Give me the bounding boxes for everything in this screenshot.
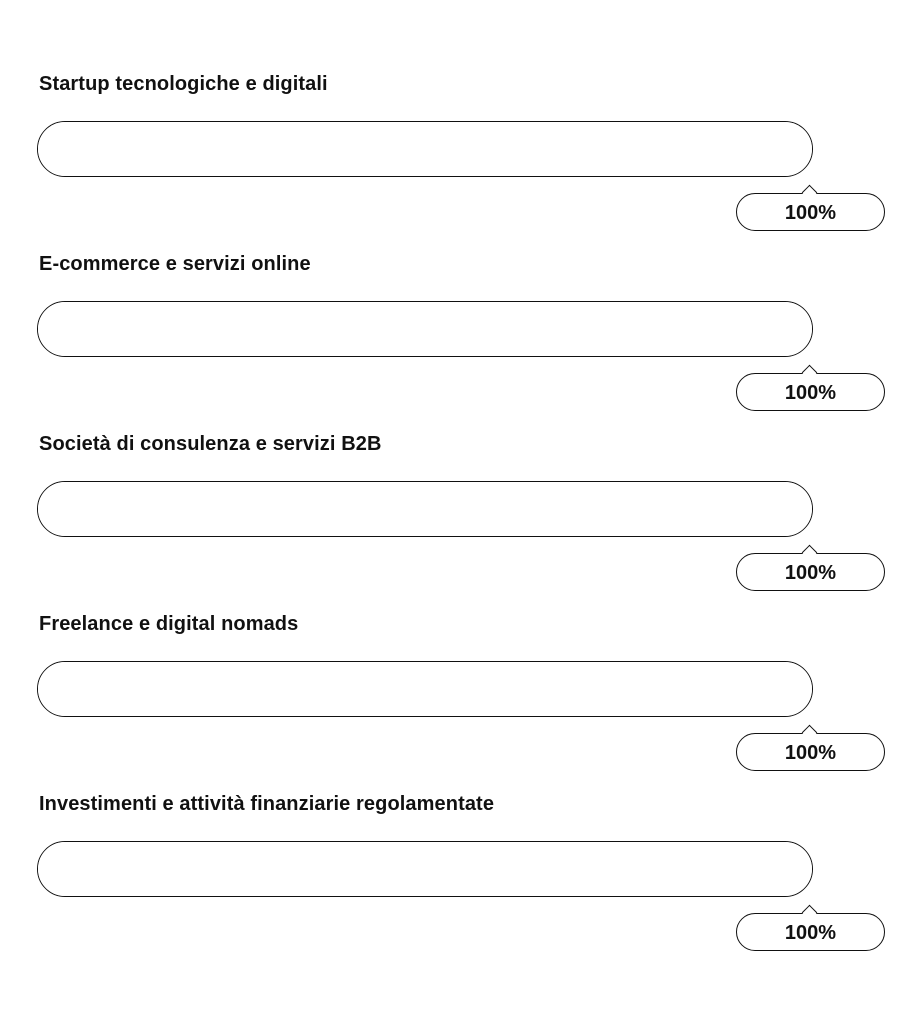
progress-label: E-commerce e servizi online — [39, 253, 311, 275]
progress-label: Società di consulenza e servizi B2B — [39, 433, 382, 455]
progress-value: 100% — [784, 562, 837, 584]
progress-bar — [37, 661, 813, 717]
bubble-pointer — [802, 905, 818, 921]
progress-bar-fill — [38, 302, 812, 356]
progress-bar — [37, 121, 813, 177]
progress-value: 100% — [784, 382, 837, 404]
progress-bar — [37, 841, 813, 897]
progress-bar-fill — [38, 662, 812, 716]
progress-label: Investimenti e attività finanziarie regolamentate — [39, 793, 495, 815]
progress-value: 100% — [784, 742, 837, 764]
progress-item-freelance — [0, 540, 921, 764]
progress-bar — [37, 481, 813, 537]
progress-label: Startup tecnologiche e digitali — [39, 73, 328, 95]
progress-value: 100% — [784, 202, 837, 224]
progress-bar-fill — [38, 482, 812, 536]
progress-item-ecommerce — [0, 180, 921, 404]
progress-bar — [37, 301, 813, 357]
progress-label: Freelance e digital nomads — [39, 613, 299, 635]
progress-bar-fill — [38, 842, 812, 896]
progress-bar-fill — [38, 122, 812, 176]
progress-item-investments — [0, 720, 921, 944]
progress-item-startup — [0, 0, 921, 224]
progress-value: 100% — [784, 922, 837, 944]
progress-item-consulting — [0, 360, 921, 584]
progress-value-bubble — [736, 913, 885, 951]
